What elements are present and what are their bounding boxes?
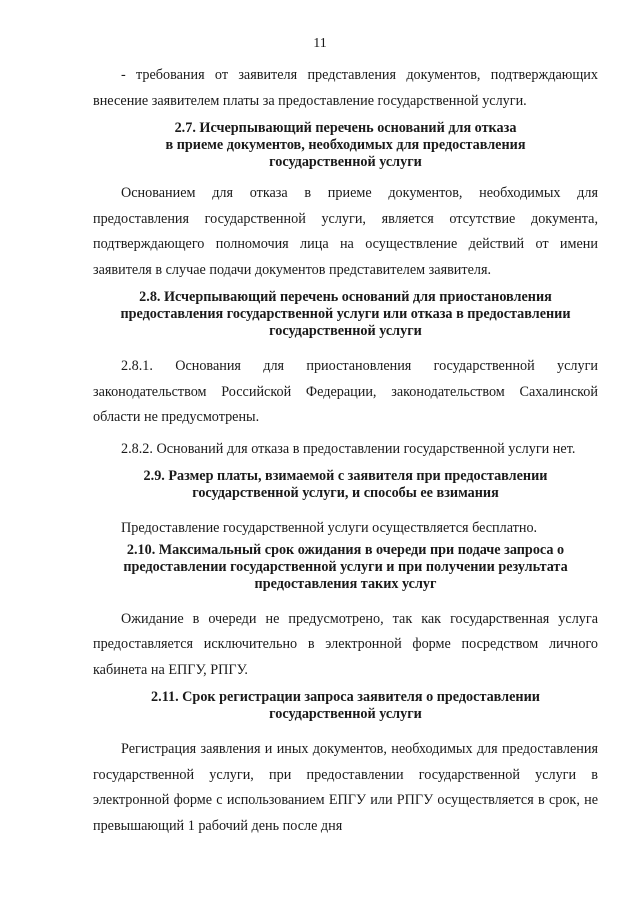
heading-line: 2.11. Срок регистрации запроса заявителя о предоставлении: [151, 689, 540, 705]
heading-2-7: [93, 120, 598, 171]
page-number: 11: [313, 36, 327, 51]
heading-2-10: [93, 542, 598, 593]
paragraph-2-11: Регистрация заявления и иных документов, необходимых для предоставления государственной услуги, при предоставлении государственной услуги в электронной форме с использованием ЕПГУ или РПГУ осуществляется в срок, не превышающий 1 рабочий день после дня: [93, 741, 598, 834]
heading-line: государственной услуги: [269, 323, 422, 339]
heading-line: 2.8. Исчерпывающий перечень оснований для приостановления: [139, 289, 552, 305]
heading-line: предоставления государственной услуги или отказа в предоставлении: [120, 306, 571, 322]
heading-line: предоставлении государственной услуги и при получении результата: [123, 558, 568, 575]
heading-line: государственной услуги: [269, 154, 422, 170]
paragraph-2-9: Предоставление государственной услуги осуществляется бесплатно.: [121, 520, 538, 536]
heading-2-9: [93, 468, 598, 502]
heading-line: в приеме документов, необходимых для предоставления: [165, 137, 526, 153]
paragraph-2-8-1: 2.8.1. Основания для приостановления государственной услуги законодательством Российской Федерации, законодательством Сахалинской области не предусмотрены.: [93, 358, 598, 425]
heading-line: государственной услуги, и способы ее взимания: [192, 485, 499, 501]
document-body: [93, 63, 598, 839]
paragraph-2-8-2: 2.8.2. Оснований для отказа в предоставлении государственной услуги нет.: [121, 440, 576, 457]
paragraph-2-10: Ожидание в очереди не предусмотрено, так как государственная услуга предоставляется исключительно в электронной форме посредством личного кабинета на ЕПГУ, РПГУ.: [93, 610, 598, 678]
heading-2-8: [93, 289, 598, 340]
paragraph-fee-requirement: - требования от заявителя представления документов, подтверждающих внесение заявителем платы за предоставление государственной услуги.: [93, 67, 598, 109]
paragraph-2-7: Основанием для отказа в приеме документов, необходимых для предоставления государственной услуги, является отсутствие документа, подтверждающего полномочия лица на осуществление действий от имени заявителя в случае подачи документов представителем заявителя.: [93, 185, 598, 278]
heading-line: 2.7. Исчерпывающий перечень оснований для отказа: [174, 120, 517, 136]
heading-line: 2.10. Максимальный срок ожидания в очереди при подаче запроса о: [126, 541, 565, 558]
heading-line: 2.9. Размер платы, взимаемой с заявителя при предоставлении: [143, 468, 548, 484]
heading-line: предоставления таких услуг: [254, 575, 437, 592]
heading-line: государственной услуги: [269, 706, 422, 722]
heading-2-11: [93, 689, 598, 723]
